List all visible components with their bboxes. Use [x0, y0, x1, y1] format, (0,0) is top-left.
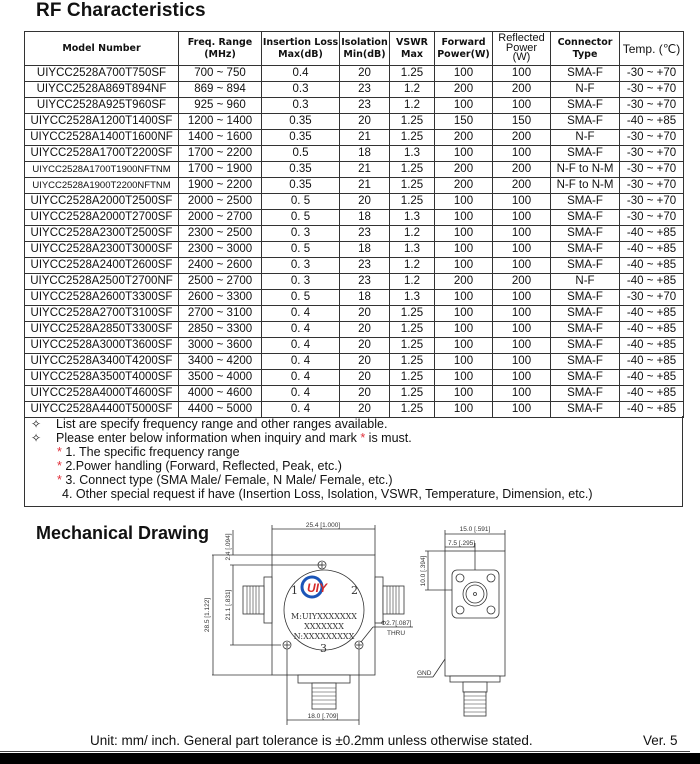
cell-insertion-loss: 0. 4 — [262, 402, 340, 418]
cell-connector-type: N-F — [551, 130, 620, 146]
cell-temperature: -30 ~ +70 — [620, 82, 684, 98]
table-row — [25, 290, 684, 306]
cell-freq-range: 4000 ~ 4600 — [179, 386, 262, 402]
cell-reflected-power: 100 — [493, 242, 551, 258]
cell-freq-range: 925 ~ 960 — [179, 98, 262, 114]
cell-temperature: -40 ~ +85 — [620, 370, 684, 386]
cell-connector-type: SMA-F — [551, 402, 620, 418]
cell-isolation: 20 — [340, 338, 390, 354]
note-item-1: * 1. The specific frequency range — [57, 445, 240, 459]
cell-isolation: 18 — [340, 242, 390, 258]
table-row — [25, 114, 684, 130]
cell-forward-power: 200 — [435, 274, 493, 290]
header-model: Model Number — [25, 32, 179, 66]
cell-insertion-loss: 0.3 — [262, 82, 340, 98]
cell-forward-power: 100 — [435, 370, 493, 386]
cell-temperature: -40 ~ +85 — [620, 402, 684, 418]
cell-forward-power: 100 — [435, 258, 493, 274]
cell-forward-power: 100 — [435, 338, 493, 354]
cell-vswr: 1.25 — [390, 338, 435, 354]
svg-text:GND: GND — [417, 670, 432, 677]
cell-isolation: 23 — [340, 98, 390, 114]
cell-temperature: -30 ~ +70 — [620, 98, 684, 114]
svg-text:10.0 [.394]: 10.0 [.394] — [420, 555, 427, 587]
note-item-2: * 2.Power handling (Forward, Reflected, Peak, etc.) — [57, 459, 342, 473]
cell-reflected-power: 100 — [493, 98, 551, 114]
required-star: * — [57, 445, 62, 459]
rf-characteristics-title: RF Characteristics — [36, 0, 206, 21]
cell-insertion-loss: 0. 4 — [262, 354, 340, 370]
cell-freq-range: 4400 ~ 5000 — [179, 402, 262, 418]
cell-reflected-power: 200 — [493, 274, 551, 290]
cell-connector-type: N-F to N-M — [551, 162, 620, 178]
bottom-black-bar — [0, 753, 700, 764]
svg-text:15.0 [.591]: 15.0 [.591] — [459, 526, 491, 533]
table-row — [25, 242, 684, 258]
table-row — [25, 370, 684, 386]
cell-freq-range: 2400 ~ 2600 — [179, 258, 262, 274]
cell-isolation: 18 — [340, 290, 390, 306]
cell-reflected-power: 100 — [493, 146, 551, 162]
cell-isolation: 20 — [340, 194, 390, 210]
cell-temperature: -30 ~ +70 — [620, 178, 684, 194]
cell-freq-range: 1700 ~ 2200 — [179, 146, 262, 162]
footer-divider — [0, 751, 690, 752]
header-connector: Connector Type — [551, 32, 620, 66]
cell-temperature: -40 ~ +85 — [620, 274, 684, 290]
cell-freq-range: 2000 ~ 2500 — [179, 194, 262, 210]
cell-freq-range: 1200 ~ 1400 — [179, 114, 262, 130]
cell-temperature: -40 ~ +85 — [620, 242, 684, 258]
cell-vswr: 1.25 — [390, 114, 435, 130]
cell-forward-power: 100 — [435, 386, 493, 402]
svg-text:7.5 [.295]: 7.5 [.295] — [448, 540, 476, 547]
cell-reflected-power: 100 — [493, 386, 551, 402]
mechanical-drawing-title: Mechanical Drawing — [36, 523, 210, 543]
cell-isolation: 21 — [340, 130, 390, 146]
cell-forward-power: 200 — [435, 162, 493, 178]
cell-freq-range: 2850 ~ 3300 — [179, 322, 262, 338]
cell-vswr: 1.25 — [390, 306, 435, 322]
svg-text:2: 2 — [351, 584, 358, 597]
cell-freq-range: 3400 ~ 4200 — [179, 354, 262, 370]
cell-reflected-power: 100 — [493, 370, 551, 386]
cell-connector-type: SMA-F — [551, 242, 620, 258]
table-row — [25, 226, 684, 242]
cell-model: UIYCC2528A2000T2700SF — [25, 210, 179, 226]
table-row — [25, 210, 684, 226]
cell-forward-power: 100 — [435, 226, 493, 242]
cell-vswr: 1.25 — [390, 354, 435, 370]
cell-freq-range: 3500 ~ 4000 — [179, 370, 262, 386]
table-row — [25, 322, 684, 338]
svg-text:Φ2.7[.087]: Φ2.7[.087] — [381, 620, 412, 627]
cell-connector-type: SMA-F — [551, 210, 620, 226]
cell-forward-power: 100 — [435, 210, 493, 226]
cell-insertion-loss: 0.3 — [262, 98, 340, 114]
cell-model: UIYCC2528A2700T3100SF — [25, 306, 179, 322]
cell-model: UIYCC2528A1200T1400SF — [25, 114, 179, 130]
table-row — [25, 338, 684, 354]
cell-connector-type: SMA-F — [551, 386, 620, 402]
cell-reflected-power: 100 — [493, 210, 551, 226]
cell-isolation: 23 — [340, 274, 390, 290]
cell-freq-range: 700 ~ 750 — [179, 66, 262, 82]
cell-forward-power: 100 — [435, 290, 493, 306]
cell-freq-range: 2000 ~ 2700 — [179, 210, 262, 226]
cell-vswr: 1.2 — [390, 82, 435, 98]
cell-isolation: 23 — [340, 82, 390, 98]
cell-model: UIYCC2528A2000T2500SF — [25, 194, 179, 210]
cell-insertion-loss: 0. 5 — [262, 242, 340, 258]
table-row — [25, 386, 684, 402]
cell-forward-power: 100 — [435, 306, 493, 322]
cell-insertion-loss: 0.35 — [262, 114, 340, 130]
cell-forward-power: 100 — [435, 98, 493, 114]
cell-insertion-loss: 0. 4 — [262, 338, 340, 354]
cell-reflected-power: 100 — [493, 226, 551, 242]
cell-forward-power: 100 — [435, 66, 493, 82]
cell-model: UIYCC2528A3500T4000SF — [25, 370, 179, 386]
cell-freq-range: 1900 ~ 2200 — [179, 178, 262, 194]
header-vswr: VSWR Max — [390, 32, 435, 66]
cell-temperature: -40 ~ +85 — [620, 306, 684, 322]
header-insertion-loss: Insertion Loss Max(dB) — [262, 32, 340, 66]
cell-insertion-loss: 0. 5 — [262, 290, 340, 306]
mechanical-drawing — [195, 515, 565, 730]
cell-model: UIYCC2528A2300T3000SF — [25, 242, 179, 258]
cell-temperature: -30 ~ +70 — [620, 162, 684, 178]
note-item-3: * 3. Connect type (SMA Male/ Female, N Male/ Female, etc.) — [57, 473, 393, 487]
cell-insertion-loss: 0.4 — [262, 66, 340, 82]
cell-vswr: 1.2 — [390, 274, 435, 290]
cell-connector-type: SMA-F — [551, 66, 620, 82]
cell-insertion-loss: 0. 5 — [262, 194, 340, 210]
cell-reflected-power: 100 — [493, 66, 551, 82]
svg-text:3: 3 — [320, 642, 327, 655]
cell-freq-range: 2300 ~ 2500 — [179, 226, 262, 242]
cell-connector-type: SMA-F — [551, 322, 620, 338]
cell-isolation: 21 — [340, 162, 390, 178]
header-freq: Freq. Range (MHz) — [179, 32, 262, 66]
cell-reflected-power: 100 — [493, 322, 551, 338]
cell-freq-range: 3000 ~ 3600 — [179, 338, 262, 354]
cell-vswr: 1.25 — [390, 402, 435, 418]
svg-text:1: 1 — [291, 584, 298, 597]
table-row — [25, 130, 684, 146]
cell-vswr: 1.3 — [390, 210, 435, 226]
cell-reflected-power: 100 — [493, 290, 551, 306]
required-star: * — [57, 459, 62, 473]
svg-text:UIY: UIY — [307, 581, 328, 595]
cell-vswr: 1.3 — [390, 290, 435, 306]
svg-text:28.5 [1.122]: 28.5 [1.122] — [204, 597, 211, 633]
cell-vswr: 1.25 — [390, 194, 435, 210]
cell-model: UIYCC2528A4400T5000SF — [25, 402, 179, 418]
cell-insertion-loss: 0.35 — [262, 162, 340, 178]
table-row — [25, 146, 684, 162]
cell-isolation: 20 — [340, 66, 390, 82]
cell-connector-type: SMA-F — [551, 226, 620, 242]
table-row — [25, 98, 684, 114]
cell-vswr: 1.2 — [390, 258, 435, 274]
cell-reflected-power: 100 — [493, 258, 551, 274]
cell-vswr: 1.2 — [390, 98, 435, 114]
cell-isolation: 20 — [340, 386, 390, 402]
cell-connector-type: SMA-F — [551, 146, 620, 162]
cell-vswr: 1.25 — [390, 178, 435, 194]
diamond-bullet-icon: ✧ — [31, 417, 42, 431]
cell-model: UIYCC2528A2850T3300SF — [25, 322, 179, 338]
required-star: * — [57, 473, 62, 487]
cell-isolation: 20 — [340, 402, 390, 418]
cell-vswr: 1.3 — [390, 242, 435, 258]
cell-insertion-loss: 0. 5 — [262, 210, 340, 226]
cell-temperature: -30 ~ +70 — [620, 210, 684, 226]
cell-forward-power: 100 — [435, 402, 493, 418]
cell-isolation: 20 — [340, 370, 390, 386]
note-item-4: 4. Other special request if have (Insertion Loss, Isolation, VSWR, Temperature, Dimension, etc.) — [62, 487, 593, 501]
table-header-row — [25, 32, 684, 66]
svg-text:18.0 [.709]: 18.0 [.709] — [307, 713, 339, 720]
header-forward-power: Forward Power(W) — [435, 32, 493, 66]
cell-reflected-power: 100 — [493, 194, 551, 210]
cell-connector-type: SMA-F — [551, 354, 620, 370]
cell-temperature: -40 ~ +85 — [620, 226, 684, 242]
cell-reflected-power: 200 — [493, 178, 551, 194]
cell-reflected-power: 100 — [493, 338, 551, 354]
cell-isolation: 20 — [340, 114, 390, 130]
cell-connector-type: SMA-F — [551, 306, 620, 322]
table-row — [25, 274, 684, 290]
cell-connector-type: SMA-F — [551, 114, 620, 130]
cell-insertion-loss: 0. 4 — [262, 370, 340, 386]
cell-temperature: -40 ~ +85 — [620, 386, 684, 402]
cell-reflected-power: 100 — [493, 306, 551, 322]
svg-text:21.1 [.831]: 21.1 [.831] — [225, 589, 232, 621]
table-row — [25, 258, 684, 274]
cell-vswr: 1.25 — [390, 322, 435, 338]
table-row — [25, 178, 684, 194]
cell-model: UIYCC2528A1700T2200SF — [25, 146, 179, 162]
cell-isolation: 20 — [340, 354, 390, 370]
table-row — [25, 194, 684, 210]
cell-insertion-loss: 0.35 — [262, 178, 340, 194]
cell-forward-power: 200 — [435, 178, 493, 194]
cell-connector-type: N-F to N-M — [551, 178, 620, 194]
header-reflected-power: Reflected Power (W) — [493, 32, 551, 66]
cell-model: UIYCC2528A3400T4200SF — [25, 354, 179, 370]
svg-text:XXXXXXX: XXXXXXX — [304, 622, 344, 631]
cell-reflected-power: 150 — [493, 114, 551, 130]
cell-isolation: 23 — [340, 258, 390, 274]
cell-isolation: 23 — [340, 226, 390, 242]
cell-connector-type: N-F — [551, 82, 620, 98]
svg-text:N:XXXXXXXXX: N:XXXXXXXXX — [293, 632, 355, 641]
notes-box: ✧ List are specify frequency range and other ranges available. ✧ Please enter below information when inquiry and mark * is must. * 1. The specific frequency range * 2.Power handling (Forward, Reflected, Peak, etc.) * 3. Connect type (SMA Male/ Female, N Male/ Female, etc.) 4. Other special request if have (Insertion Loss, Isolation, VSWR, Temperature, Dimension, etc.) — [24, 416, 683, 507]
header-isolation: Isolation Min(dB) — [340, 32, 390, 66]
cell-forward-power: 150 — [435, 114, 493, 130]
cell-isolation: 21 — [340, 178, 390, 194]
cell-model: UIYCC2528A2600T3300SF — [25, 290, 179, 306]
cell-vswr: 1.25 — [390, 66, 435, 82]
header-temperature: Temp. (℃) — [620, 32, 684, 66]
svg-text:M:UIYXXXXXXX: M:UIYXXXXXXX — [291, 612, 357, 621]
cell-vswr: 1.25 — [390, 162, 435, 178]
table-row — [25, 306, 684, 322]
svg-text:2.4 [.094]: 2.4 [.094] — [225, 533, 232, 561]
cell-vswr: 1.25 — [390, 370, 435, 386]
cell-connector-type: SMA-F — [551, 338, 620, 354]
cell-temperature: -40 ~ +85 — [620, 322, 684, 338]
cell-model: UIYCC2528A1900T2200NFTNM — [25, 178, 179, 194]
cell-insertion-loss: 0. 4 — [262, 386, 340, 402]
cell-temperature: -30 ~ +70 — [620, 146, 684, 162]
cell-temperature: -40 ~ +85 — [620, 114, 684, 130]
cell-insertion-loss: 0. 3 — [262, 274, 340, 290]
cell-model: UIYCC2528A700T750SF — [25, 66, 179, 82]
cell-vswr: 1.25 — [390, 130, 435, 146]
cell-model: UIYCC2528A869T894NF — [25, 82, 179, 98]
cell-temperature: -30 ~ +70 — [620, 66, 684, 82]
cell-reflected-power: 100 — [493, 402, 551, 418]
cell-isolation: 20 — [340, 306, 390, 322]
cell-reflected-power: 200 — [493, 130, 551, 146]
cell-insertion-loss: 0.35 — [262, 130, 340, 146]
cell-freq-range: 1400 ~ 1600 — [179, 130, 262, 146]
cell-freq-range: 869 ~ 894 — [179, 82, 262, 98]
cell-isolation: 18 — [340, 210, 390, 226]
cell-isolation: 20 — [340, 322, 390, 338]
cell-temperature: -30 ~ +70 — [620, 130, 684, 146]
cell-connector-type: N-F — [551, 274, 620, 290]
cell-isolation: 18 — [340, 146, 390, 162]
cell-freq-range: 2500 ~ 2700 — [179, 274, 262, 290]
required-star: * — [360, 431, 366, 445]
cell-temperature: -40 ~ +85 — [620, 258, 684, 274]
cell-model: UIYCC2528A2500T2700NF — [25, 274, 179, 290]
cell-forward-power: 100 — [435, 194, 493, 210]
cell-forward-power: 200 — [435, 130, 493, 146]
cell-reflected-power: 100 — [493, 354, 551, 370]
cell-reflected-power: 200 — [493, 82, 551, 98]
cell-forward-power: 100 — [435, 354, 493, 370]
cell-freq-range: 2300 ~ 3000 — [179, 242, 262, 258]
cell-forward-power: 200 — [435, 82, 493, 98]
cell-insertion-loss: 0.5 — [262, 146, 340, 162]
cell-forward-power: 100 — [435, 322, 493, 338]
cell-temperature: -40 ~ +85 — [620, 338, 684, 354]
cell-model: UIYCC2528A2300T2500SF — [25, 226, 179, 242]
cell-insertion-loss: 0. 3 — [262, 258, 340, 274]
cell-connector-type: SMA-F — [551, 194, 620, 210]
cell-vswr: 1.2 — [390, 226, 435, 242]
cell-model: UIYCC2528A925T960SF — [25, 98, 179, 114]
table-row — [25, 66, 684, 82]
cell-temperature: -30 ~ +70 — [620, 194, 684, 210]
cell-model: UIYCC2528A1400T1600NF — [25, 130, 179, 146]
cell-connector-type: SMA-F — [551, 258, 620, 274]
cell-insertion-loss: 0. 3 — [262, 226, 340, 242]
cell-vswr: 1.25 — [390, 386, 435, 402]
cell-reflected-power: 200 — [493, 162, 551, 178]
cell-freq-range: 1700 ~ 1900 — [179, 162, 262, 178]
cell-forward-power: 100 — [435, 146, 493, 162]
footer-tolerance-note: Unit: mm/ inch. General part tolerance is ±0.2mm unless otherwise stated. — [90, 733, 533, 748]
cell-connector-type: SMA-F — [551, 98, 620, 114]
cell-model: UIYCC2528A3000T3600SF — [25, 338, 179, 354]
cell-forward-power: 100 — [435, 242, 493, 258]
cell-freq-range: 2600 ~ 3300 — [179, 290, 262, 306]
cell-connector-type: SMA-F — [551, 370, 620, 386]
cell-insertion-loss: 0. 4 — [262, 306, 340, 322]
version-label: Ver. 5 — [643, 733, 678, 748]
cell-model: UIYCC2528A2400T2600SF — [25, 258, 179, 274]
cell-vswr: 1.3 — [390, 146, 435, 162]
cell-freq-range: 2700 ~ 3100 — [179, 306, 262, 322]
diamond-bullet-icon: ✧ — [31, 431, 42, 445]
cell-model: UIYCC2528A4000T4600SF — [25, 386, 179, 402]
cell-temperature: -30 ~ +70 — [620, 290, 684, 306]
table-row — [25, 162, 684, 178]
cell-insertion-loss: 0. 4 — [262, 322, 340, 338]
cell-temperature: -40 ~ +85 — [620, 354, 684, 370]
rf-characteristics-table — [24, 31, 684, 418]
cell-connector-type: SMA-F — [551, 290, 620, 306]
table-row — [25, 82, 684, 98]
table-row — [25, 354, 684, 370]
cell-model: UIYCC2528A1700T1900NFTNM — [25, 162, 179, 178]
svg-text:THRU: THRU — [387, 630, 406, 637]
svg-text:25.4 [1.000]: 25.4 [1.000] — [305, 522, 341, 529]
